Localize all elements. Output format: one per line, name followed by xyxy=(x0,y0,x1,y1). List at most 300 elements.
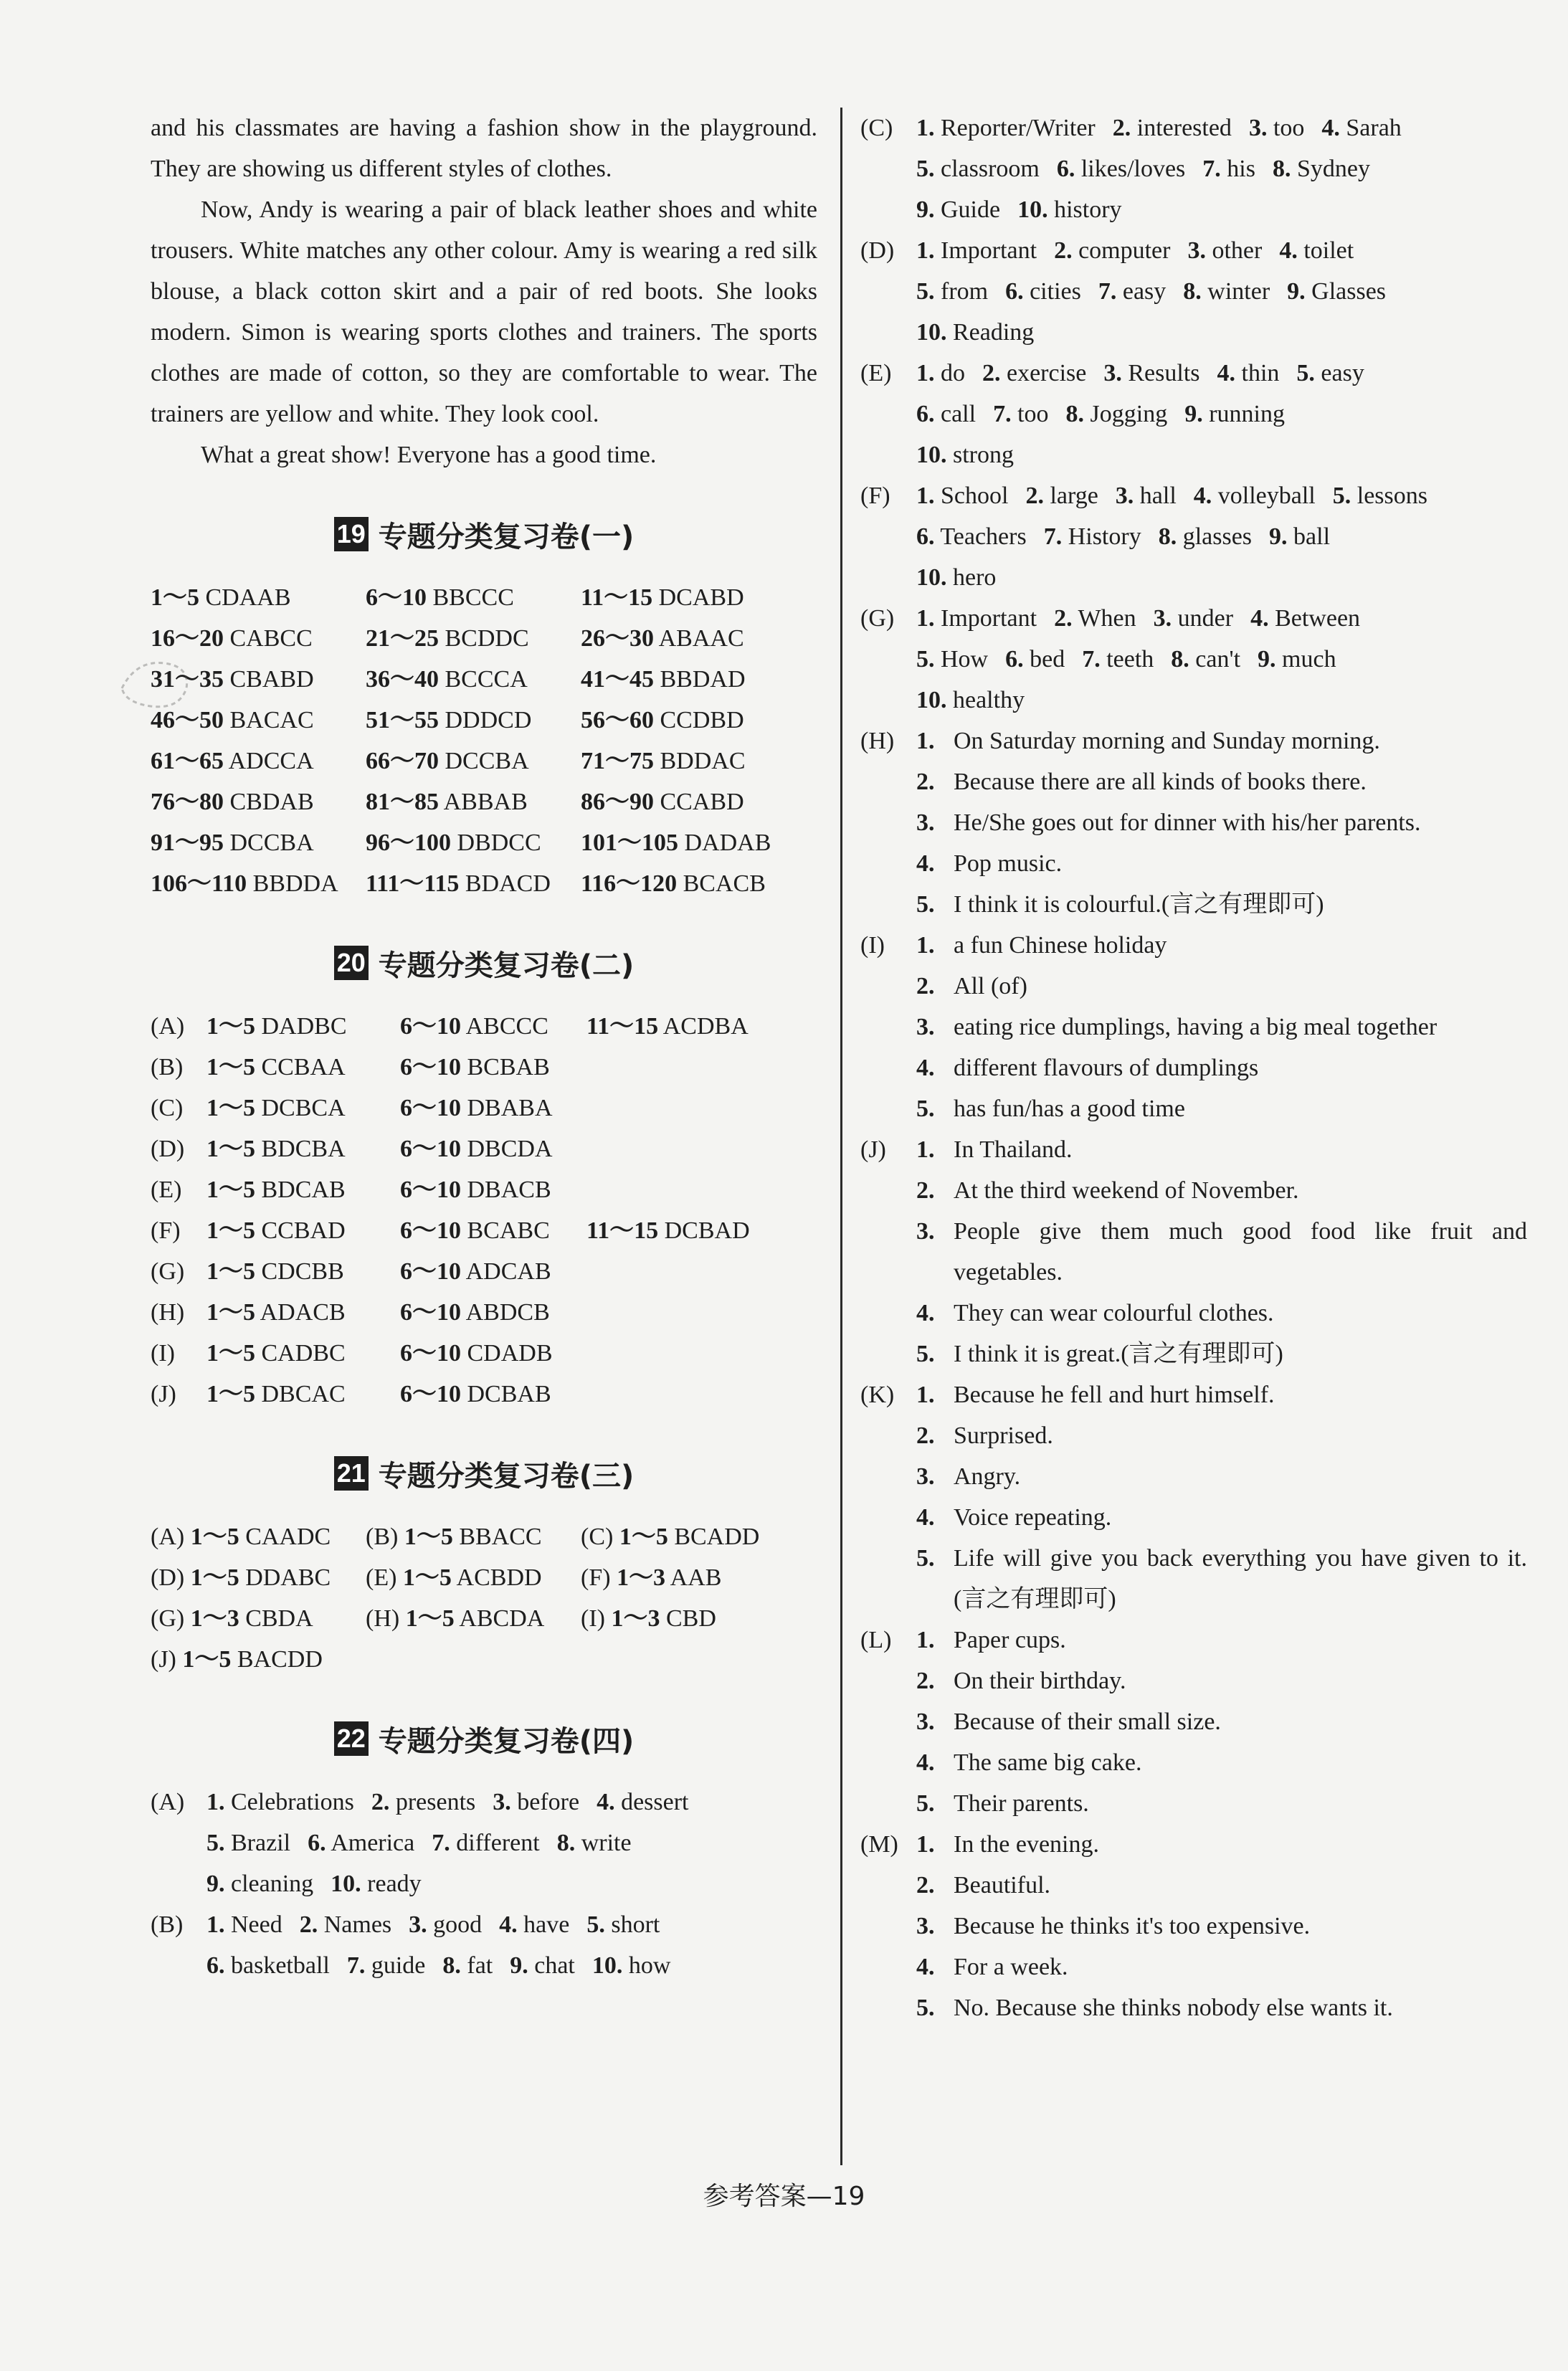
item-number: 1. xyxy=(916,605,935,632)
word-answer xyxy=(1183,278,1270,305)
item-word: large xyxy=(1043,483,1098,509)
item-answer: Their parents. xyxy=(954,1790,1089,1817)
answer-line xyxy=(151,1863,817,1904)
item-word: Brazil xyxy=(224,1830,291,1856)
word-answer xyxy=(982,360,1086,386)
row-label: (F) xyxy=(581,1564,617,1591)
item-number: 10. xyxy=(916,319,947,346)
item-word: before xyxy=(510,1789,580,1815)
answer-letters: BBCCC xyxy=(427,584,514,611)
item-number: 2. xyxy=(299,1911,318,1938)
answer-letters: BACAC xyxy=(224,707,314,733)
item-word: Results xyxy=(1121,360,1200,386)
word-answer xyxy=(206,1952,330,1979)
answer-item xyxy=(400,1047,586,1088)
word-answer xyxy=(409,1911,482,1938)
item-number: 6. xyxy=(206,1952,225,1979)
item-word: winter xyxy=(1201,278,1270,305)
item-number: 10. xyxy=(331,1871,361,1897)
section-22-number: 22 xyxy=(334,1721,369,1756)
item-word: history xyxy=(1047,196,1122,223)
answer-item xyxy=(586,1210,750,1251)
row-label: (A) xyxy=(151,1013,185,1040)
item-number: 3. xyxy=(409,1911,427,1938)
item-word: hall xyxy=(1134,483,1177,509)
item-answer: Voice repeating. xyxy=(954,1504,1112,1531)
section-20-heading xyxy=(151,940,817,986)
item-word: ready xyxy=(361,1871,422,1897)
item-word: from xyxy=(934,278,989,305)
answer-group xyxy=(860,721,1527,925)
word-answer xyxy=(1054,237,1170,264)
item-number: 3. xyxy=(1248,115,1268,141)
item-number: 2. xyxy=(1112,115,1131,141)
answer-cell xyxy=(366,1557,581,1598)
item-number: 9. xyxy=(916,196,935,223)
word-answer xyxy=(1187,237,1262,264)
item-number: 4. xyxy=(916,1749,935,1776)
group-label xyxy=(860,1293,916,1334)
answer-group xyxy=(860,1824,1527,2028)
answer-range: 21～25 xyxy=(366,625,439,652)
answer-group xyxy=(860,925,1527,1129)
answer-range: 101～105 xyxy=(581,830,678,856)
answer-line xyxy=(860,271,1527,312)
answer-letters: CCDBD xyxy=(654,707,744,733)
word-answer xyxy=(916,687,1025,713)
answer-cell xyxy=(151,1639,366,1680)
answer-range: 116～120 xyxy=(581,870,678,897)
item-word: Celebrations xyxy=(224,1789,354,1815)
item-number: 8. xyxy=(1158,523,1177,550)
answer-letters: DDDCD xyxy=(439,707,532,733)
row-label: (F) xyxy=(151,1217,181,1244)
item-word: healthy xyxy=(946,687,1025,713)
item-number: 5. xyxy=(916,1995,935,2021)
word-answer xyxy=(1005,278,1081,305)
passage-paragraph-3: What a great show! Everyone has a good time. xyxy=(201,442,657,468)
item-number: 1. xyxy=(916,237,935,264)
answer-letters: AAB xyxy=(665,1564,722,1591)
row-label: (A) xyxy=(151,1524,191,1550)
item-number: 5. xyxy=(1332,483,1351,509)
answer-cell xyxy=(581,1516,817,1557)
item-number: 5. xyxy=(916,1096,935,1122)
answer-group xyxy=(860,1374,1527,1620)
group-label: (E) xyxy=(860,360,892,386)
group-label xyxy=(860,966,916,1007)
answer-group xyxy=(860,598,1527,721)
answer-cell xyxy=(581,577,817,618)
item-number: 1. xyxy=(916,1831,935,1858)
answer-item xyxy=(206,1333,400,1374)
answer-item xyxy=(206,1251,400,1292)
section-21-heading xyxy=(151,1450,817,1496)
left-column xyxy=(151,108,817,1986)
word-answer xyxy=(499,1911,569,1938)
item-word: much xyxy=(1275,646,1336,673)
item-word: other xyxy=(1205,237,1263,264)
answer-range: 71～75 xyxy=(581,748,654,774)
group-label xyxy=(860,1415,916,1456)
answer-line xyxy=(860,639,1527,680)
answer-letters: BCCCA xyxy=(439,666,528,693)
word-answer xyxy=(1273,156,1370,182)
word-answer xyxy=(1044,523,1141,550)
answer-cell xyxy=(151,781,366,822)
answer-range: 1～5 xyxy=(206,1136,255,1162)
item-answer: Life will give you back everything you have given to it.(言之有理即可) xyxy=(954,1545,1527,1612)
qa-item xyxy=(860,1047,1527,1088)
word-answer xyxy=(510,1952,575,1979)
item-number: 4. xyxy=(916,1055,935,1081)
item-word: likes/loves xyxy=(1075,156,1186,182)
group-label xyxy=(860,1334,916,1374)
answer-item xyxy=(206,1047,400,1088)
answer-letters: BCACB xyxy=(677,870,766,897)
answer-cell xyxy=(151,1516,366,1557)
word-answer xyxy=(1333,483,1427,509)
item-number: 1. xyxy=(916,1382,935,1408)
item-word: Jogging xyxy=(1084,401,1168,427)
answer-cell xyxy=(581,781,817,822)
answer-cell xyxy=(581,700,817,741)
column-divider xyxy=(840,108,842,2165)
item-word: how xyxy=(622,1952,671,1979)
section-20-title: 专题分类复习卷(二) xyxy=(378,949,635,982)
item-word: his xyxy=(1220,156,1255,182)
word-answer xyxy=(916,278,988,305)
qa-item xyxy=(860,1129,1527,1170)
answer-letters: DCBCA xyxy=(255,1095,346,1121)
answer-range: 1～5 xyxy=(206,1340,255,1367)
item-number: 3. xyxy=(916,1463,935,1490)
item-number: 1. xyxy=(916,932,935,959)
item-answer: Surprised. xyxy=(954,1422,1053,1449)
item-word: glasses xyxy=(1177,523,1253,550)
answer-row xyxy=(151,1374,817,1415)
item-number: 2. xyxy=(982,360,1001,386)
item-word: can't xyxy=(1189,646,1241,673)
answer-letters: CAADC xyxy=(239,1524,331,1550)
qa-item xyxy=(860,761,1527,802)
row-label: (J) xyxy=(151,1646,183,1673)
answer-range: 76～80 xyxy=(151,789,224,815)
item-answer: Because he fell and hurt himself. xyxy=(954,1382,1275,1408)
qa-item xyxy=(860,1415,1527,1456)
item-number: 6. xyxy=(916,523,935,550)
item-number: 10. xyxy=(1017,196,1048,223)
qa-item xyxy=(860,884,1527,925)
group-label xyxy=(860,1660,916,1701)
qa-item xyxy=(860,1293,1527,1334)
answer-range: 16～20 xyxy=(151,625,224,652)
answer-range: 11～15 xyxy=(586,1013,659,1040)
item-word: Reading xyxy=(946,319,1035,346)
answer-cell xyxy=(366,577,581,618)
item-answer: All (of) xyxy=(954,973,1027,999)
answer-range: 6～10 xyxy=(400,1258,461,1285)
item-number: 5. xyxy=(586,1911,605,1938)
answer-row xyxy=(151,1210,817,1251)
answer-line xyxy=(860,434,1527,475)
answer-range: 1～5 xyxy=(405,1605,455,1632)
group-label: (K) xyxy=(860,1382,895,1408)
word-answer xyxy=(206,1911,282,1938)
item-number: 4. xyxy=(916,1300,935,1326)
item-number: 3. xyxy=(1153,605,1172,632)
word-answer xyxy=(1017,196,1121,223)
word-answer xyxy=(1250,605,1360,632)
answer-range: 1～5 xyxy=(206,1013,255,1040)
word-answer xyxy=(916,523,1027,550)
group-label xyxy=(860,1947,916,1987)
answer-letters: BDCBA xyxy=(255,1136,346,1162)
answer-letters: ABCCC xyxy=(461,1013,548,1040)
item-word: History xyxy=(1062,523,1141,550)
group-label: (A) xyxy=(151,1789,185,1815)
answer-letters: BDCAB xyxy=(255,1177,346,1203)
answer-group xyxy=(860,230,1527,353)
answer-range: 1～5 xyxy=(190,1524,239,1550)
answer-line xyxy=(860,475,1527,516)
word-answer xyxy=(916,156,1040,182)
answer-range: 1～5 xyxy=(206,1054,255,1080)
item-number: 10. xyxy=(916,442,947,468)
item-word: teeth xyxy=(1100,646,1154,673)
item-word: cleaning xyxy=(224,1871,314,1897)
answer-letters: BDDAC xyxy=(654,748,746,774)
right-column xyxy=(860,108,1527,2028)
section-19-title: 专题分类复习卷(一) xyxy=(378,520,635,553)
word-answer xyxy=(1184,401,1285,427)
group-label xyxy=(860,1865,916,1906)
answer-item xyxy=(400,1251,586,1292)
item-word: easy xyxy=(1116,278,1167,305)
answer-cell xyxy=(366,741,581,781)
item-answer: Paper cups. xyxy=(954,1627,1066,1653)
qa-item xyxy=(860,1987,1527,2028)
item-answer: Pop music. xyxy=(954,850,1063,877)
answer-cell xyxy=(366,863,581,904)
group-label: (J) xyxy=(860,1136,886,1163)
qa-item xyxy=(860,1742,1527,1783)
answer-range: 1～5 xyxy=(151,584,199,611)
answer-range: 1～5 xyxy=(206,1258,255,1285)
item-number: 1. xyxy=(206,1789,225,1815)
answer-group xyxy=(860,1129,1527,1374)
item-answer: I think it is colourful.(言之有理即可) xyxy=(954,891,1324,918)
fill-in-answers xyxy=(860,108,1527,721)
word-answer xyxy=(916,360,965,386)
word-answer xyxy=(1249,115,1304,141)
item-word: School xyxy=(934,483,1009,509)
group-label: (L) xyxy=(860,1627,892,1653)
item-number: 4. xyxy=(916,1504,935,1531)
answer-row xyxy=(151,1333,817,1374)
item-number: 4. xyxy=(597,1789,615,1815)
answer-item xyxy=(586,1006,749,1047)
answer-range: 51～55 xyxy=(366,707,439,733)
item-number: 3. xyxy=(1187,237,1206,264)
item-number: 3. xyxy=(916,1913,935,1939)
item-number: 1. xyxy=(916,728,935,754)
word-answer xyxy=(442,1952,493,1979)
item-word: Glasses xyxy=(1305,278,1387,305)
item-word: computer xyxy=(1072,237,1171,264)
answer-range: 96～100 xyxy=(366,830,451,856)
answer-letters: CCABD xyxy=(654,789,744,815)
row-label: (D) xyxy=(151,1136,185,1162)
answer-letters: DCBAB xyxy=(461,1381,551,1407)
answer-row xyxy=(151,1251,817,1292)
row-label: (I) xyxy=(151,1340,175,1367)
item-answer: Because there are all kinds of books there. xyxy=(954,769,1367,795)
item-number: 2. xyxy=(916,1872,935,1899)
answer-letters: ABBAB xyxy=(439,789,528,815)
answer-letters: DCABD xyxy=(652,584,744,611)
row-label: (I) xyxy=(581,1605,612,1632)
word-answer xyxy=(1287,278,1386,305)
answer-range: 1～3 xyxy=(190,1605,239,1632)
item-number: 6. xyxy=(916,401,935,427)
item-answer: has fun/has a good time xyxy=(954,1096,1185,1122)
word-answer xyxy=(206,1789,354,1815)
answer-range: 46～50 xyxy=(151,707,224,733)
item-word: Teachers xyxy=(934,523,1027,550)
qa-item xyxy=(860,1497,1527,1538)
qa-item xyxy=(860,843,1527,884)
answer-letters: ADCCA xyxy=(224,748,314,774)
item-answer: Because he thinks it's too expensive. xyxy=(954,1913,1311,1939)
answer-letters: CCBAD xyxy=(255,1217,346,1244)
item-word: toilet xyxy=(1297,237,1354,264)
item-word: Between xyxy=(1268,605,1361,632)
answer-group xyxy=(860,108,1527,230)
item-word: basketball xyxy=(224,1952,330,1979)
answer-cell xyxy=(366,659,581,700)
item-number: 2. xyxy=(916,1177,935,1204)
group-label xyxy=(860,843,916,884)
item-word: do xyxy=(934,360,965,386)
answer-range: 86～90 xyxy=(581,789,654,815)
answer-range: 6～10 xyxy=(366,584,427,611)
item-number: 10. xyxy=(916,687,947,713)
word-answer xyxy=(206,1871,313,1897)
item-number: 1. xyxy=(206,1911,225,1938)
item-number: 4. xyxy=(916,1954,935,1980)
item-answer: eating rice dumplings, having a big meal together xyxy=(954,1014,1438,1040)
answer-cell xyxy=(581,1598,817,1639)
item-number: 3. xyxy=(916,1709,935,1735)
word-answer xyxy=(916,115,1096,141)
qa-item xyxy=(860,1088,1527,1129)
word-answer xyxy=(597,1789,688,1815)
item-answer: They can wear colourful clothes. xyxy=(954,1300,1274,1326)
answer-letters: CADBC xyxy=(255,1340,346,1367)
item-word: too xyxy=(1011,401,1049,427)
row-label: (E) xyxy=(151,1177,182,1203)
answer-range: 1～5 xyxy=(619,1524,668,1550)
item-number: 4. xyxy=(916,850,935,877)
answer-item xyxy=(206,1006,400,1047)
answer-range: 1～3 xyxy=(611,1605,660,1632)
word-answer xyxy=(1159,523,1252,550)
answer-letters: DCCBA xyxy=(224,830,314,856)
item-number: 9. xyxy=(206,1871,225,1897)
item-answer: different flavours of dumplings xyxy=(954,1055,1259,1081)
answer-letters: ABAAC xyxy=(654,625,744,652)
item-number: 4. xyxy=(1250,605,1269,632)
answer-range: 56～60 xyxy=(581,707,654,733)
qa-item xyxy=(860,1334,1527,1374)
item-number: 9. xyxy=(1269,523,1288,550)
item-word: fat xyxy=(460,1952,493,1979)
word-answer xyxy=(1154,605,1233,632)
word-answer xyxy=(916,564,996,591)
answer-group xyxy=(860,353,1527,475)
item-word: too xyxy=(1267,115,1305,141)
answer-range: 6～10 xyxy=(400,1299,461,1326)
answer-letters: DADBC xyxy=(255,1013,347,1040)
answer-letters: CBD xyxy=(660,1605,716,1632)
answer-range: 41～45 xyxy=(581,666,654,693)
item-number: 8. xyxy=(556,1830,576,1856)
group-label xyxy=(860,1783,916,1824)
answer-row xyxy=(151,1292,817,1333)
answer-line xyxy=(860,108,1527,148)
answer-cell xyxy=(366,822,581,863)
section-22-heading xyxy=(151,1716,817,1762)
answer-cell xyxy=(366,1516,581,1557)
item-answer: Beautiful. xyxy=(954,1872,1051,1899)
answer-letters: BCADD xyxy=(667,1524,760,1550)
section-19-heading xyxy=(151,511,817,557)
word-answer xyxy=(1258,646,1336,673)
row-label: (E) xyxy=(366,1564,403,1591)
word-answer xyxy=(371,1789,475,1815)
item-number: 4. xyxy=(1217,360,1235,386)
word-answer xyxy=(1194,483,1316,509)
section-20-answers xyxy=(151,1006,817,1415)
answer-letters: BBACC xyxy=(452,1524,542,1550)
answer-letters: BCBAB xyxy=(461,1054,550,1080)
item-word: have xyxy=(517,1911,570,1938)
word-answer xyxy=(1054,605,1136,632)
section-22-answers xyxy=(151,1782,817,1986)
answer-range: 1～5 xyxy=(206,1177,255,1203)
answer-cell xyxy=(581,863,817,904)
answer-letters: BACDD xyxy=(231,1646,323,1673)
word-answer xyxy=(916,483,1008,509)
answer-letters: CDADB xyxy=(461,1340,553,1367)
answer-item xyxy=(400,1292,586,1333)
answer-range: 6～10 xyxy=(400,1136,461,1162)
answer-line xyxy=(860,189,1527,230)
item-number: 5. xyxy=(916,1341,935,1367)
word-answer xyxy=(1057,156,1185,182)
word-answer xyxy=(331,1871,422,1897)
item-number: 2. xyxy=(916,1668,935,1694)
answer-letters: ABDCB xyxy=(461,1299,550,1326)
item-number: 1. xyxy=(916,115,935,141)
answer-letters: CABCC xyxy=(224,625,313,652)
answer-range: 6～10 xyxy=(400,1217,461,1244)
item-answer: In Thailand. xyxy=(954,1136,1073,1163)
answer-letters: BBDDA xyxy=(247,870,338,897)
item-number: 2. xyxy=(916,769,935,795)
answer-item xyxy=(206,1088,400,1129)
